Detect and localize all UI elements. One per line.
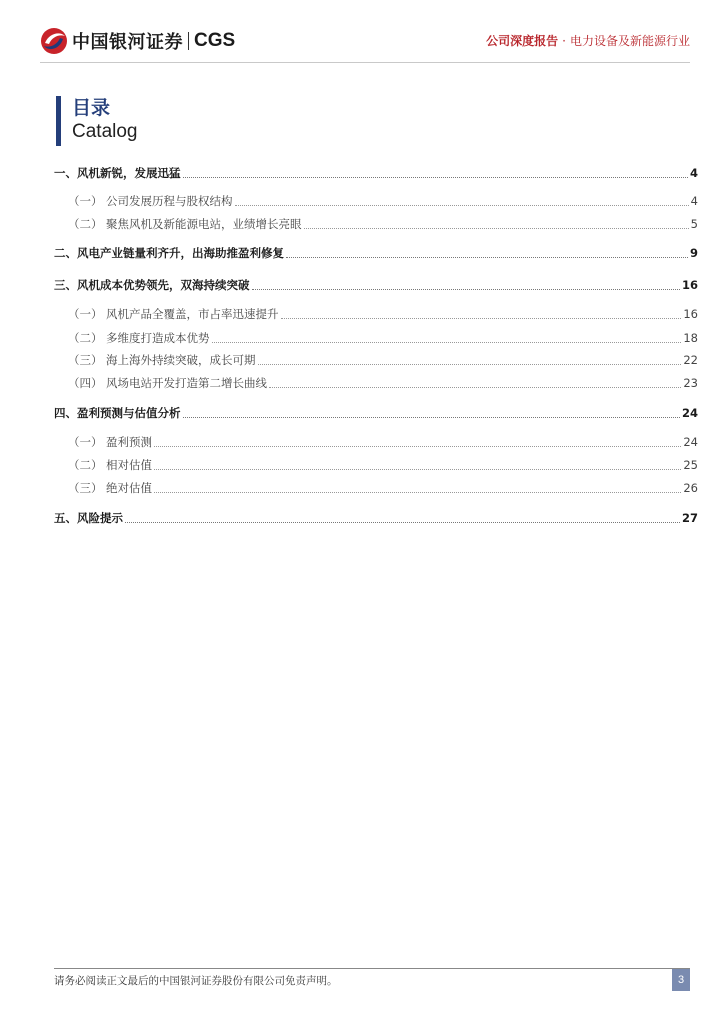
toc-entry-number: （一） [68, 307, 103, 321]
toc-entry-number: （二） [68, 458, 103, 472]
toc-entry-page: 24 [681, 406, 698, 420]
toc-entry-page: 5 [690, 217, 698, 231]
report-tag [486, 32, 690, 49]
toc-dot-leader [286, 256, 688, 258]
toc-dot-leader [281, 317, 682, 319]
toc-section-entry[interactable] [54, 216, 698, 232]
toc-entry-title: 相对估值 [106, 458, 152, 472]
toc-entry-number: （二） [68, 217, 103, 231]
toc-section-entry[interactable] [54, 457, 698, 473]
toc-section-entry[interactable] [54, 434, 698, 450]
toc-dot-leader [183, 416, 680, 418]
toc-dot-leader [304, 227, 689, 229]
brand-logo [40, 26, 235, 56]
toc-entry-title: 盈利预测与估值分析 [77, 406, 181, 420]
galaxy-logo-icon [40, 27, 68, 55]
toc-entry-page: 25 [683, 458, 698, 472]
toc-title-en: Catalog [72, 121, 138, 142]
toc-entry-page: 9 [689, 246, 698, 260]
toc-entry-title: 盈利预测 [106, 435, 152, 449]
toc-entry-page: 18 [683, 331, 698, 345]
toc-chapter-entry[interactable] [54, 405, 698, 421]
toc-entry-number: （三） [68, 481, 103, 495]
report-kind: 公司深度报告 [486, 34, 559, 48]
toc-dot-leader [258, 363, 682, 365]
toc-entry-page: 4 [689, 166, 698, 180]
header-divider [40, 62, 690, 63]
toc-entry-number: （四） [68, 376, 103, 390]
toc-entry-page: 27 [681, 511, 698, 525]
toc-entry-page: 22 [683, 353, 698, 367]
toc-entry-number: 五、 [54, 511, 77, 525]
toc-entry-title: 风机新锐，发展迅猛 [77, 166, 181, 180]
toc-chapter-entry[interactable] [54, 245, 698, 261]
toc-dot-leader [183, 176, 688, 178]
toc-section-entry[interactable] [54, 306, 698, 322]
toc-entry-title: 绝对估值 [106, 481, 152, 495]
toc-dot-leader [269, 386, 681, 388]
toc-entry-title: 公司发展历程与股权结构 [106, 194, 233, 208]
toc-dot-leader [252, 288, 680, 290]
toc-dot-leader [235, 204, 689, 206]
toc-entry-number: （一） [68, 435, 103, 449]
page-number: 3 [672, 969, 690, 991]
toc-entry-number: （一） [68, 194, 103, 208]
toc-entry-number: （三） [68, 353, 103, 367]
page-header [40, 26, 690, 58]
toc-entry-number: 二、 [54, 246, 77, 260]
toc-entry-number: 三、 [54, 278, 77, 292]
toc-section-entry[interactable] [54, 480, 698, 496]
brand-name-cn: 中国银河证券 [72, 32, 183, 53]
toc-entry-page: 23 [683, 376, 698, 390]
toc-section-entry[interactable] [54, 352, 698, 368]
toc-entry-page: 24 [683, 435, 698, 449]
toc-entry-page: 16 [683, 307, 698, 321]
report-tag-separator: · [562, 34, 566, 48]
toc-entry-title: 多维度打造成本优势 [106, 331, 210, 345]
toc-section-entry[interactable] [54, 193, 698, 209]
toc-entry-page: 16 [681, 278, 698, 292]
footer-disclaimer: 请务必阅读正文最后的中国银河证券股份有限公司免责声明。 [54, 975, 338, 987]
toc-section-entry[interactable] [54, 330, 698, 346]
toc-entry-number: 一、 [54, 166, 77, 180]
footer-divider [54, 968, 690, 969]
toc-entry-title: 风电产业链量利齐升，出海助推盈利修复 [77, 246, 284, 260]
toc-entry-title: 风险提示 [77, 511, 123, 525]
toc-entry-page: 26 [683, 481, 698, 495]
toc-entry-title: 风场电站开发打造第二增长曲线 [106, 376, 267, 390]
toc-section-entry[interactable] [54, 375, 698, 391]
toc-entry-title: 风机成本优势领先，双海持续突破 [77, 278, 250, 292]
toc-entry-number: （二） [68, 331, 103, 345]
toc-dot-leader [125, 521, 680, 523]
toc-entry-title: 风机产品全覆盖，市占率迅速提升 [106, 307, 279, 321]
toc-chapter-entry[interactable] [54, 165, 698, 181]
toc-dot-leader [154, 491, 681, 493]
toc-entry-title: 聚焦风机及新能源电站，业绩增长亮眼 [106, 217, 302, 231]
toc-title: 目录 [72, 97, 111, 119]
toc-dot-leader [154, 445, 681, 447]
toc-entry-page: 4 [690, 194, 698, 208]
toc-dot-leader [154, 468, 681, 470]
toc-title-accent [56, 96, 61, 146]
toc-entry-title: 海上海外持续突破，成长可期 [106, 353, 256, 367]
report-sector: 电力设备及新能源行业 [569, 34, 690, 48]
brand-name-en: CGS [194, 30, 236, 51]
toc-chapter-entry[interactable] [54, 510, 698, 526]
toc-entry-number: 四、 [54, 406, 77, 420]
toc-dot-leader [212, 341, 682, 343]
toc-chapter-entry[interactable] [54, 277, 698, 293]
brand-divider [188, 32, 189, 50]
